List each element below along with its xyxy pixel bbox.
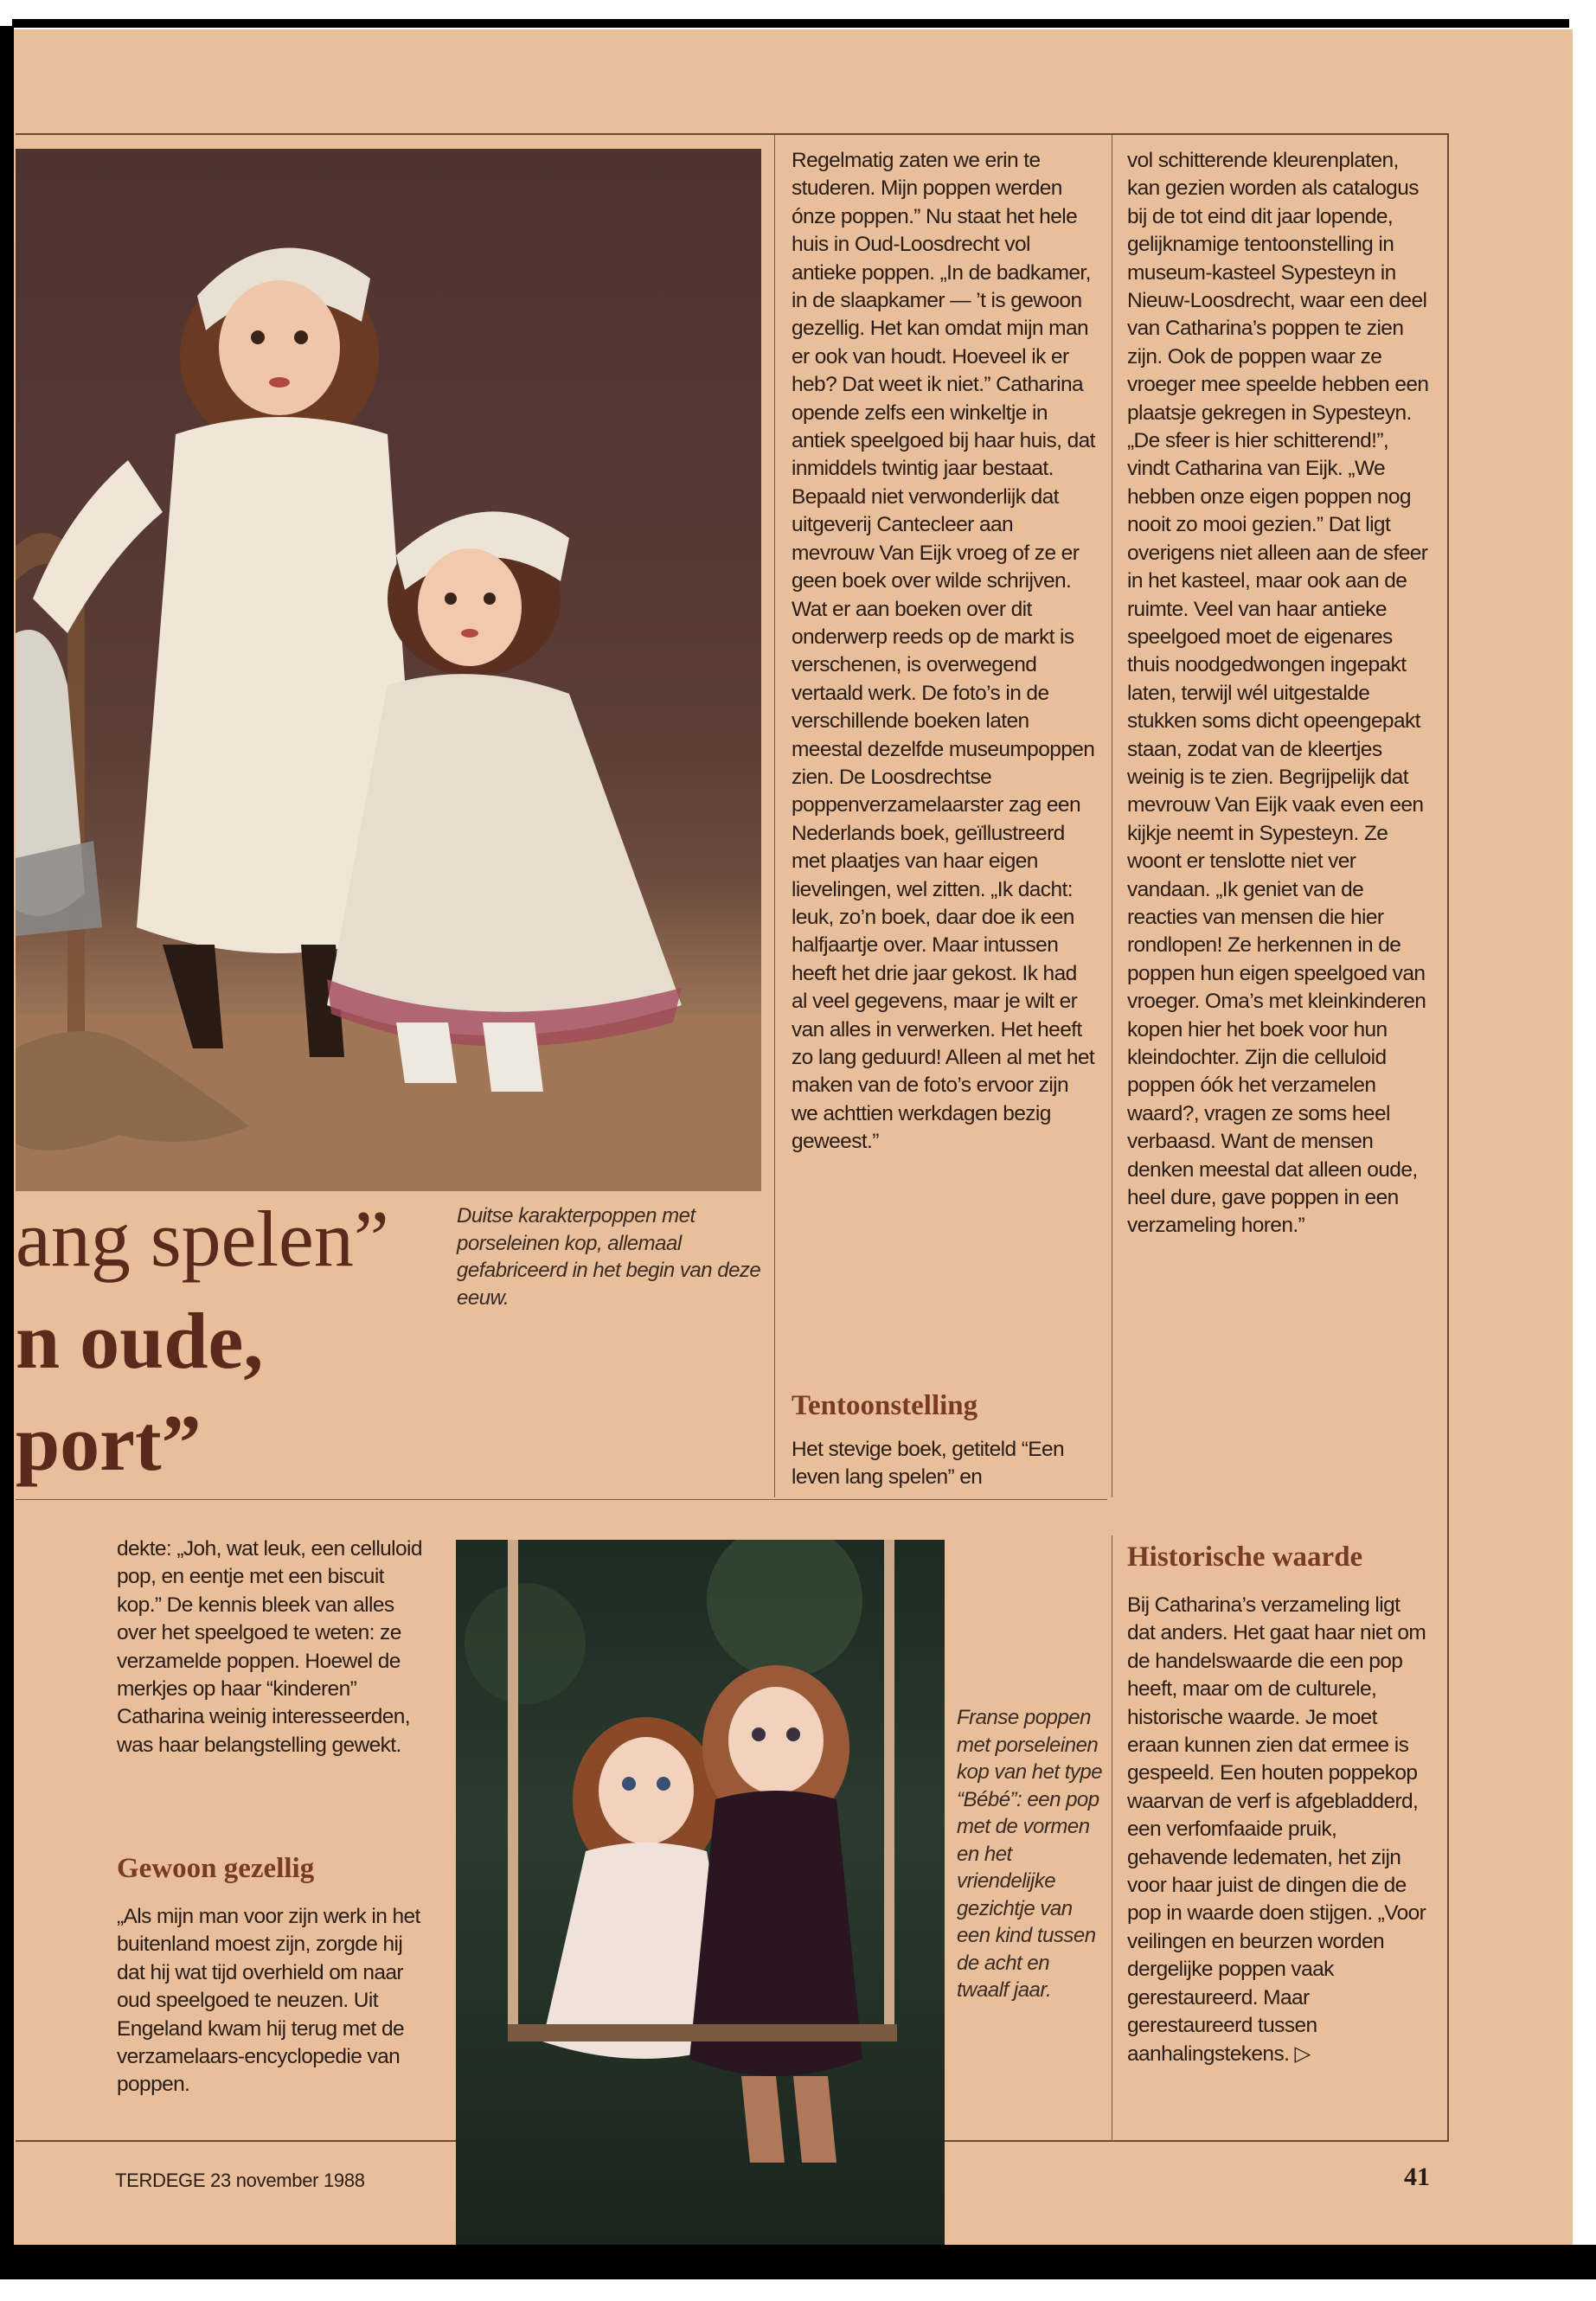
photo-german-dolls xyxy=(16,149,761,1191)
column-left-bottom-cont xyxy=(117,1903,426,2099)
column-divider-1 xyxy=(774,135,775,1497)
body-text: Het stevige boek, getiteld “Een leven lang spelen” en xyxy=(792,1438,1065,1490)
photo1-caption: Duitse karakterpoppen met porseleinen kop, allemaal gefabriceerd in het begin van deze eeuw. xyxy=(457,1204,761,1310)
doll-small-face xyxy=(418,548,522,666)
column-right-bottom xyxy=(1127,1592,1432,2068)
subhead-gewoon-gezellig: Gewoon gezellig xyxy=(117,1853,315,1884)
scan-top-shadow xyxy=(12,19,1569,28)
subhead-tentoonstelling: Tentoonstelling xyxy=(792,1390,978,1421)
scan-bottom-border xyxy=(0,2279,1596,2301)
title-line-2: n oude, xyxy=(16,1297,264,1385)
swing-rope-left xyxy=(508,1540,518,2024)
dolls-illustration xyxy=(16,149,761,1191)
frame-rule-right xyxy=(1447,133,1449,2140)
title-line-1: ang spelen” xyxy=(16,1195,389,1283)
body-text: Bij Catharina’s verzameling ligt dat anders. Het gaat haar niet om de handelswaarde die een pop heeft, maar om de culturele, historische waarde. Je moet eraan kunnen zien dat ermee is gespeeld. Een houten poppekop waarvan de verf is afgebladderd, een verfomfaaide pruik, gehavende ledematen, het zijn voor haar juist de dingen die de pop in waarde doen stijgen. „Voor veilingen en beurzen worden dergelijke poppen vaak gerestaureerd. Maar gerestaureerd tussen aanhalingstekens. xyxy=(1127,1593,1426,2066)
scan-right-border xyxy=(1573,0,1596,2301)
swing-illustration xyxy=(456,1540,945,2245)
column-middle-top-cont xyxy=(792,1436,1096,1492)
column-right-top xyxy=(1127,147,1432,1240)
page-number: 41 xyxy=(1404,2163,1430,2191)
section-divider xyxy=(16,1499,1107,1500)
column-middle-top xyxy=(792,147,1096,1157)
continue-arrow-icon: ▷ xyxy=(1294,2041,1311,2066)
column-left-bottom xyxy=(117,1535,426,1759)
swing-rope-right xyxy=(884,1540,894,2024)
body-text: Regelmatig zaten we erin te studeren. Mijn poppen werden ónze poppen.” Nu staat het hele huis in Oud-Loosdrecht vol antieke poppen. „In de badkamer, in de slaapkamer — ’t is gewoon gezellig. Het kan omdat mijn man er ook van houdt. Hoeveel ik er heb? Dat weet ik niet.” Catharina opende zelfs een winkeltje in antiek speelgoed bij haar huis, dat inmiddels twintig jaar bestaat. Bepaald niet verwonderlijk dat uitgeverij Cantecleer aan mevrouw Van Eijk vroeg of ze er geen boek over wilde schrijven. Wat er aan boeken over dit onderwerp reeds op de markt is verschenen, is overwegend vertaald werk. De foto’s in de verschillende boeken laten meestal dezelfde museumpoppen zien. De Loosdrechtse poppenverzamelaarster zag een Nederlands boek, geïllustreerd met plaatjes van haar eigen lievelingen, wel zitten. „Ik dacht: leuk, zo’n boek, daar doe ik een halfjaartje over. Maar intussen heeft het drie jaar gekost. Ik had al veel gegevens, maar je wilt er van alles in verwerken. Het heeft zo lang geduurd! Alleen al met het maken van de foto’s ervoor zijn we achttien werkdagen bezig geweest.” xyxy=(792,149,1095,1154)
doll-small-dress xyxy=(327,674,682,1035)
body-text: dekte: „Joh, wat leuk, een celluloid pop, en eentje met een biscuit kop.” De kennis bleek van alles over het speelgoed te weten: ze verzamelde poppen. Hoewel de merkjes op haar “kinderen” Catharina weinig interesseerden, was haar belangstelling gewekt. xyxy=(117,1537,422,1757)
subhead-historische-waarde: Historische waarde xyxy=(1127,1541,1363,1573)
frame-rule-top xyxy=(16,133,1448,135)
doll-right-face xyxy=(728,1687,824,1794)
body-text: vol schitterende kleurenplaten, kan gezien worden als catalogus bij de tot eind dit jaar lopende, gelijknamige tentoonstelling in museum-kasteel Sypesteyn in Nieuw-Loosdrecht, waar een deel van Catharina’s poppen te zien zijn. Ook de poppen waar ze vroeger mee speelde hebben een plaatsje gekregen in Sypesteyn. „De sfeer is hier schitterend!”, vindt Catharina van Eijk. „We hebben onze eigen poppen nog nooit zo mooi gezien.” Dat ligt overigens niet alleen aan de sfeer in het kasteel, maar ook aan de ruimte. Veel van haar antieke speelgoed moet de eigenares thuis noodgedwongen ingepakt laten, terwijl wél uitgestalde stukken soms dicht opeengepakt staan, zodat van de kleertjes weinig is te zien. Begrijpelijk dat mevrouw Van Eijk vaak even een kijkje neemt in Sypesteyn. Ze woont er tenslotte niet ver vandaan. „Ik geniet van de reacties van mensen die hier rondlopen! Ze herkennen in de poppen hun eigen speelgoed van vroeger. Oma’s met kleinkinderen kopen hier het boek voor hun kleindochter. Zijn die celluloid poppen óók het verzamelen waard?, vragen ze soms heel verbaasd. Want de mensen denken meestal dat alleen oude, heel dure, gave poppen in een verzameling horen.” xyxy=(1127,149,1429,1238)
photo-french-dolls xyxy=(456,1540,945,2245)
swing-seat xyxy=(508,2024,897,2041)
doll-left-face xyxy=(599,1737,694,1844)
scan-left-shadow xyxy=(0,26,14,2275)
doll-big-face xyxy=(219,280,340,415)
footer-publication: TERDEGE 23 november 1988 xyxy=(115,2170,365,2191)
body-text: „Als mijn man voor zijn werk in het buitenland moest zijn, zorgde hij dat hij wat tijd overhield om naar oud speelgoed te neuzen. Uit Engeland kwam hij terug met de verzamelaars-encyclopedie van poppen. xyxy=(117,1905,420,2097)
photo2-caption: Franse poppen met porseleinen kop van het type “Bébé”: een pop met de vormen en het vriendelijke gezichtje van een kind tussen de acht en twaalf jaar. xyxy=(957,1706,1103,2002)
title-line-3: port” xyxy=(16,1399,202,1487)
